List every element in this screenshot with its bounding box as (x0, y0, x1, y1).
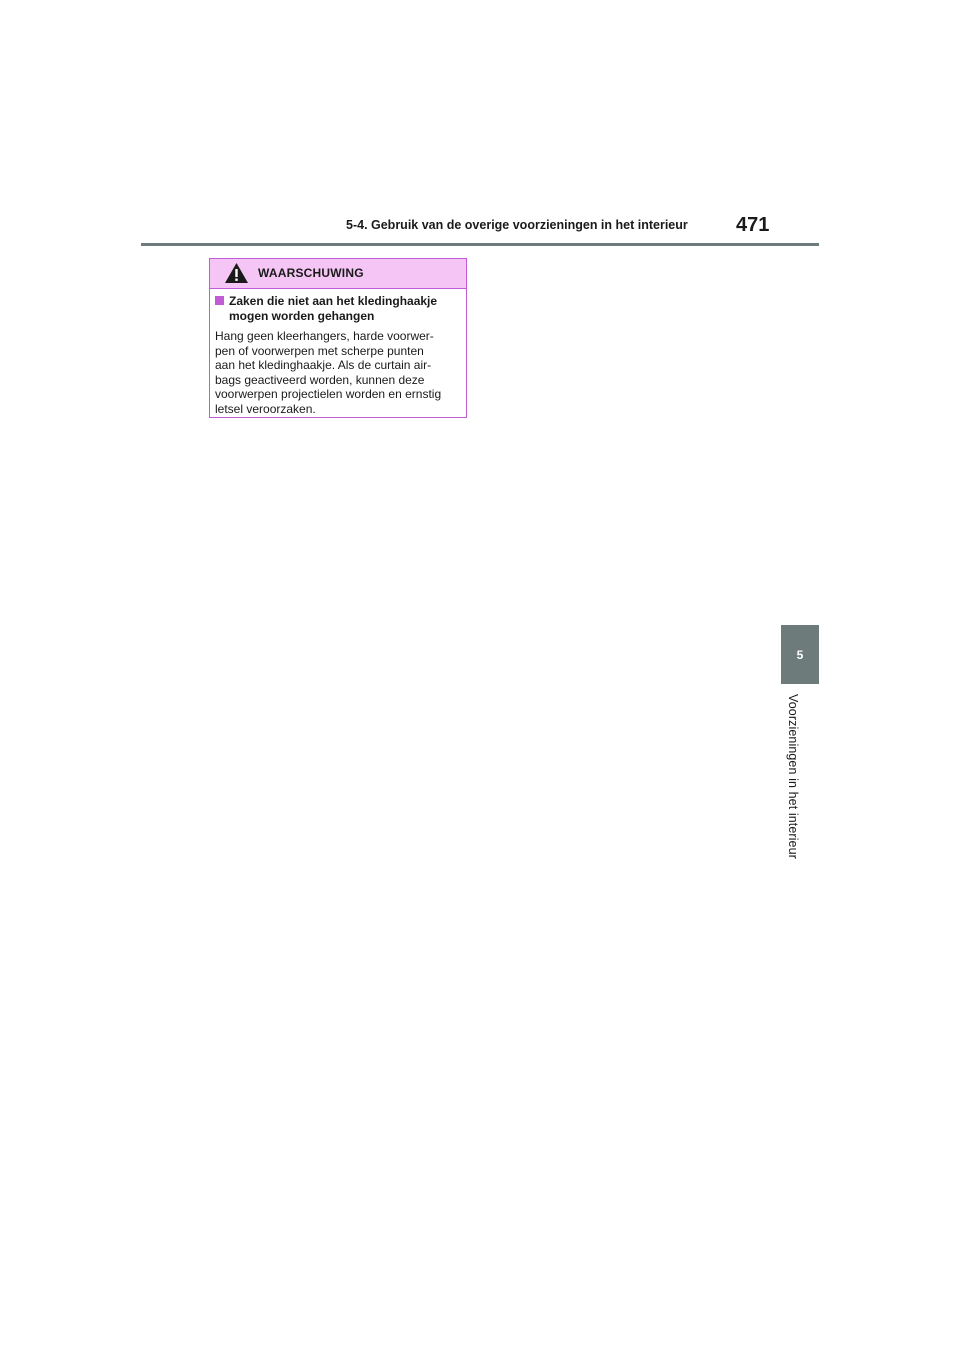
warning-body-line: Hang geen kleerhangers, harde voorwer- (215, 329, 434, 343)
warning-body-line: letsel veroorzaken. (215, 401, 316, 416)
page-header-title: 5-4. Gebruik van de overige voorzieningen in het interieur (346, 218, 688, 232)
warning-title: WAARSCHUWING (258, 266, 364, 280)
header-rule (141, 243, 819, 246)
page-number: 471 (736, 214, 770, 236)
warning-body (215, 329, 458, 417)
warning-body-line: bags geactiveerd worden, kunnen deze (215, 372, 425, 387)
chapter-tab: 5 (781, 625, 819, 684)
warning-body-line: pen of voorwerpen met scherpe punten (215, 343, 424, 358)
warning-header (210, 259, 466, 289)
warning-subheading-text: Zaken die niet aan het kledinghaakje mogen worden gehangen (229, 294, 438, 323)
warning-body-line: voorwerpen projectielen worden en ernstig (215, 387, 442, 402)
warning-subheading (215, 294, 458, 323)
warning-triangle-icon (224, 262, 249, 284)
warning-body-line: aan het kledinghaakje. Als de curtain air- (215, 358, 432, 373)
chapter-title-vertical: Voorzieningen in het interieur (786, 694, 800, 859)
warning-box (209, 258, 467, 418)
bullet-square (215, 296, 224, 305)
